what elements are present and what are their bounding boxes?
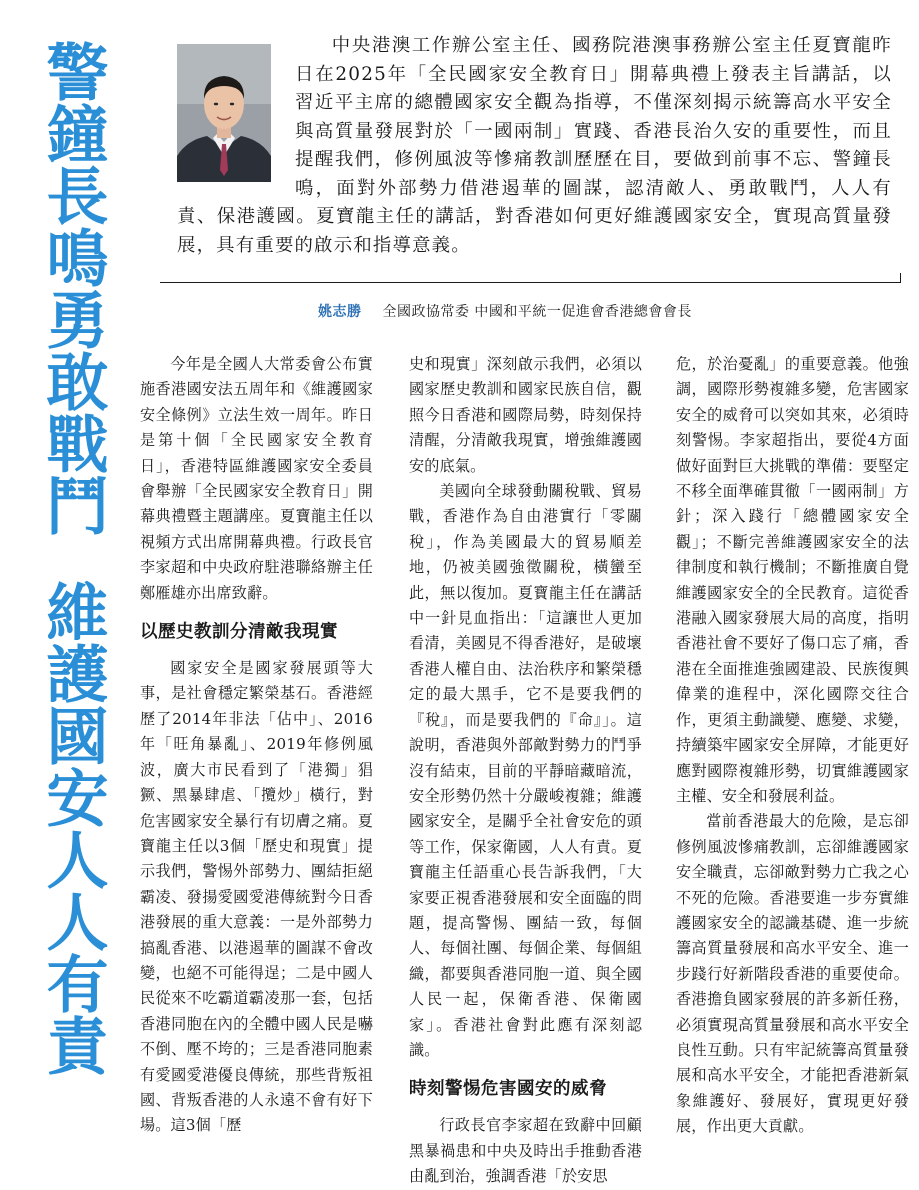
column-2 — [409, 352, 642, 1190]
paragraph: 當前香港最大的危險，是忘卻修例風波慘痛教訓，忘卻維護國家安全職責，忘卻敵對勢力亡我之心不死的危險。香港要進一步夯實維護國家安全的認識基礎、進一步統籌高質量發展和高水平安全、進一步踐行好新階段香港的重要使命。香港擔負國家發展的許多新任務，必須實現高質量發展和高水平安全良性互動。只有牢記統籌高質量發展和高水平安全，才能把香港新氣象維護好、發展好，實現更好發展，作出更大貢獻。 — [676, 812, 909, 1136]
paragraph: 危，於治憂亂」的重要意義。他強調，國際形勢複雜多變，危害國家安全的威脅可以突如其來，必須時刻警惕。李家超指出，要從4方面做好面對巨大挑戰的準備：要堅定不移全面準確貫徹「一國兩制」方針；深入踐行「總體國家安全觀」；不斷完善維護國家安全的法律制度和執行機制；不斷推廣自覺維護國家安全的全民教育。這從香港融入國家發展大局的高度，指明香港社會不要好了傷口忘了痛，香港在全面推進強國建設、民族復興偉業的進程中，深化國際交往合作，更須主動識變、應變、求變，持續築牢國家安全屏障，才能更好應對國際複雜形勢，切實維護國家主權、安全和發展利益。 — [676, 355, 909, 805]
column-1 — [140, 352, 373, 1139]
headline-line-1: 警鐘長鳴勇敢戰鬥 — [36, 40, 109, 536]
photo-wrap-spacer — [177, 32, 295, 182]
headline-line-2: 維護國安人人有責 — [36, 580, 109, 1076]
paragraph: 國家安全是國家發展頭等大事，是社會穩定繁榮基石。香港經歷了2014年非法「佔中」、2016年「旺角暴亂」、2019年修例風波，廣大市民看到了「港獨」猖獗、黑暴肆虐、「攬炒」橫行，對危害國家安全暴行有切膚之痛。夏寶龍主任以3個「歷史和現實」提示我們，警惕外部勢力、團結拒絕霸凌、發揚愛國愛港傳統對今日香港發展的重大意義：一是外部勢力搞亂香港、以港遏華的圖謀不會改變，也絕不可能得逞；二是中國人民從來不吃霸道霸凌那一套，包括香港同胞在內的全體中國人民是嚇不倒、壓不垮的；三是香港同胞素有愛國愛港優良傳統，那些背叛祖國、背叛香港的人永遠不會有好下場。這3個「歷 — [140, 659, 373, 1135]
paragraph: 今年是全國人大常委會公布實施香港國安法五周年和《維護國家安全條例》立法生效一周年。昨日是第十個「全民國家安全教育日」，香港特區維護國家安全委員會舉辦「全民國家安全教育日」開幕典禮暨主題講座。夏寶龍主任以視頻方式出席開幕典禮。行政長官李家超和中央政府駐港聯絡辦主任鄭雁雄亦出席致辭。 — [140, 355, 373, 602]
headline — [36, 40, 108, 1076]
paragraph: 行政長官李家超在致辭中回顧黑暴禍患和中央及時出手推動香港由亂到治，強調香港「於安思 — [409, 1116, 642, 1186]
lead-paragraph: 中央港澳工作辦公室主任、國務院港澳事務辦公室主任夏寶龍昨日在2025年「全民國家安全教育日」開幕典禮上發表主旨講話，以習近平主席的總體國家安全觀為指導，不僅深刻揭示統籌高水平安全與高質量發展對於「一國兩制」實踐、香港長治久安的重要性，而且提醒我們，修例風波等慘痛教訓歷歷在目，要做到前事不忘、警鐘長鳴，面對外部勢力借港遏華的圖謀，認清敵人、勇敢戰鬥，人人有責、保港護國。夏寶龍主任的講話，對香港如何更好維護國家安全，實現高質量發展，具有重要的啟示和指導意義。 — [177, 35, 892, 256]
divider-rule — [160, 282, 900, 283]
lead-paragraph-block — [177, 32, 892, 260]
divider-rule-end — [886, 273, 901, 283]
byline — [318, 301, 692, 321]
author-name: 姚志勝 — [318, 304, 362, 320]
author-title: 全國政協常委 中國和平統一促進會香港總會會長 — [382, 304, 692, 320]
column-3 — [676, 352, 909, 1140]
subheading: 以歷史教訓分清敵我現實 — [140, 622, 338, 643]
paragraph: 史和現實」深刻啟示我們，必須以國家歷史教訓和國家民族自信，觀照今日香港和國際局勢，時刻保持清醒，分清敵我現實，增強維護國安的底氣。 — [409, 355, 642, 475]
subheading: 時刻警惕危害國安的威脅 — [409, 1079, 607, 1100]
paragraph: 美國向全球發動關稅戰、貿易戰，香港作為自由港實行「零關稅」，作為美國最大的貿易順差地，仍被美國強徵關稅，橫蠻至此，無以復加。夏寶龍主任在講話中一針見血指出：「這讓世人更加看清，美國見不得香港好，是破壞香港人權自由、法治秩序和繁榮穩定的最大黑手，它不是要我們的『稅』，而是要我們的『命』」。這說明，香港與外部敵對勢力的鬥爭沒有結束，目前的平靜暗藏暗流，安全形勢仍然十分嚴峻複雜；維護國家安全，是關乎全社會安危的頭等工作，保家衛國，人人有責。夏寶龍主任語重心長告訴我們，「大家要正視香港發展和安全面臨的問題，提高警惕、團結一致，每個人、每個社團、每個企業、每個組織，都要與香港同胞一道、與全國人民一起，保衛香港、保衛國家」。香港社會對此應有深刻認識。 — [409, 482, 642, 1059]
